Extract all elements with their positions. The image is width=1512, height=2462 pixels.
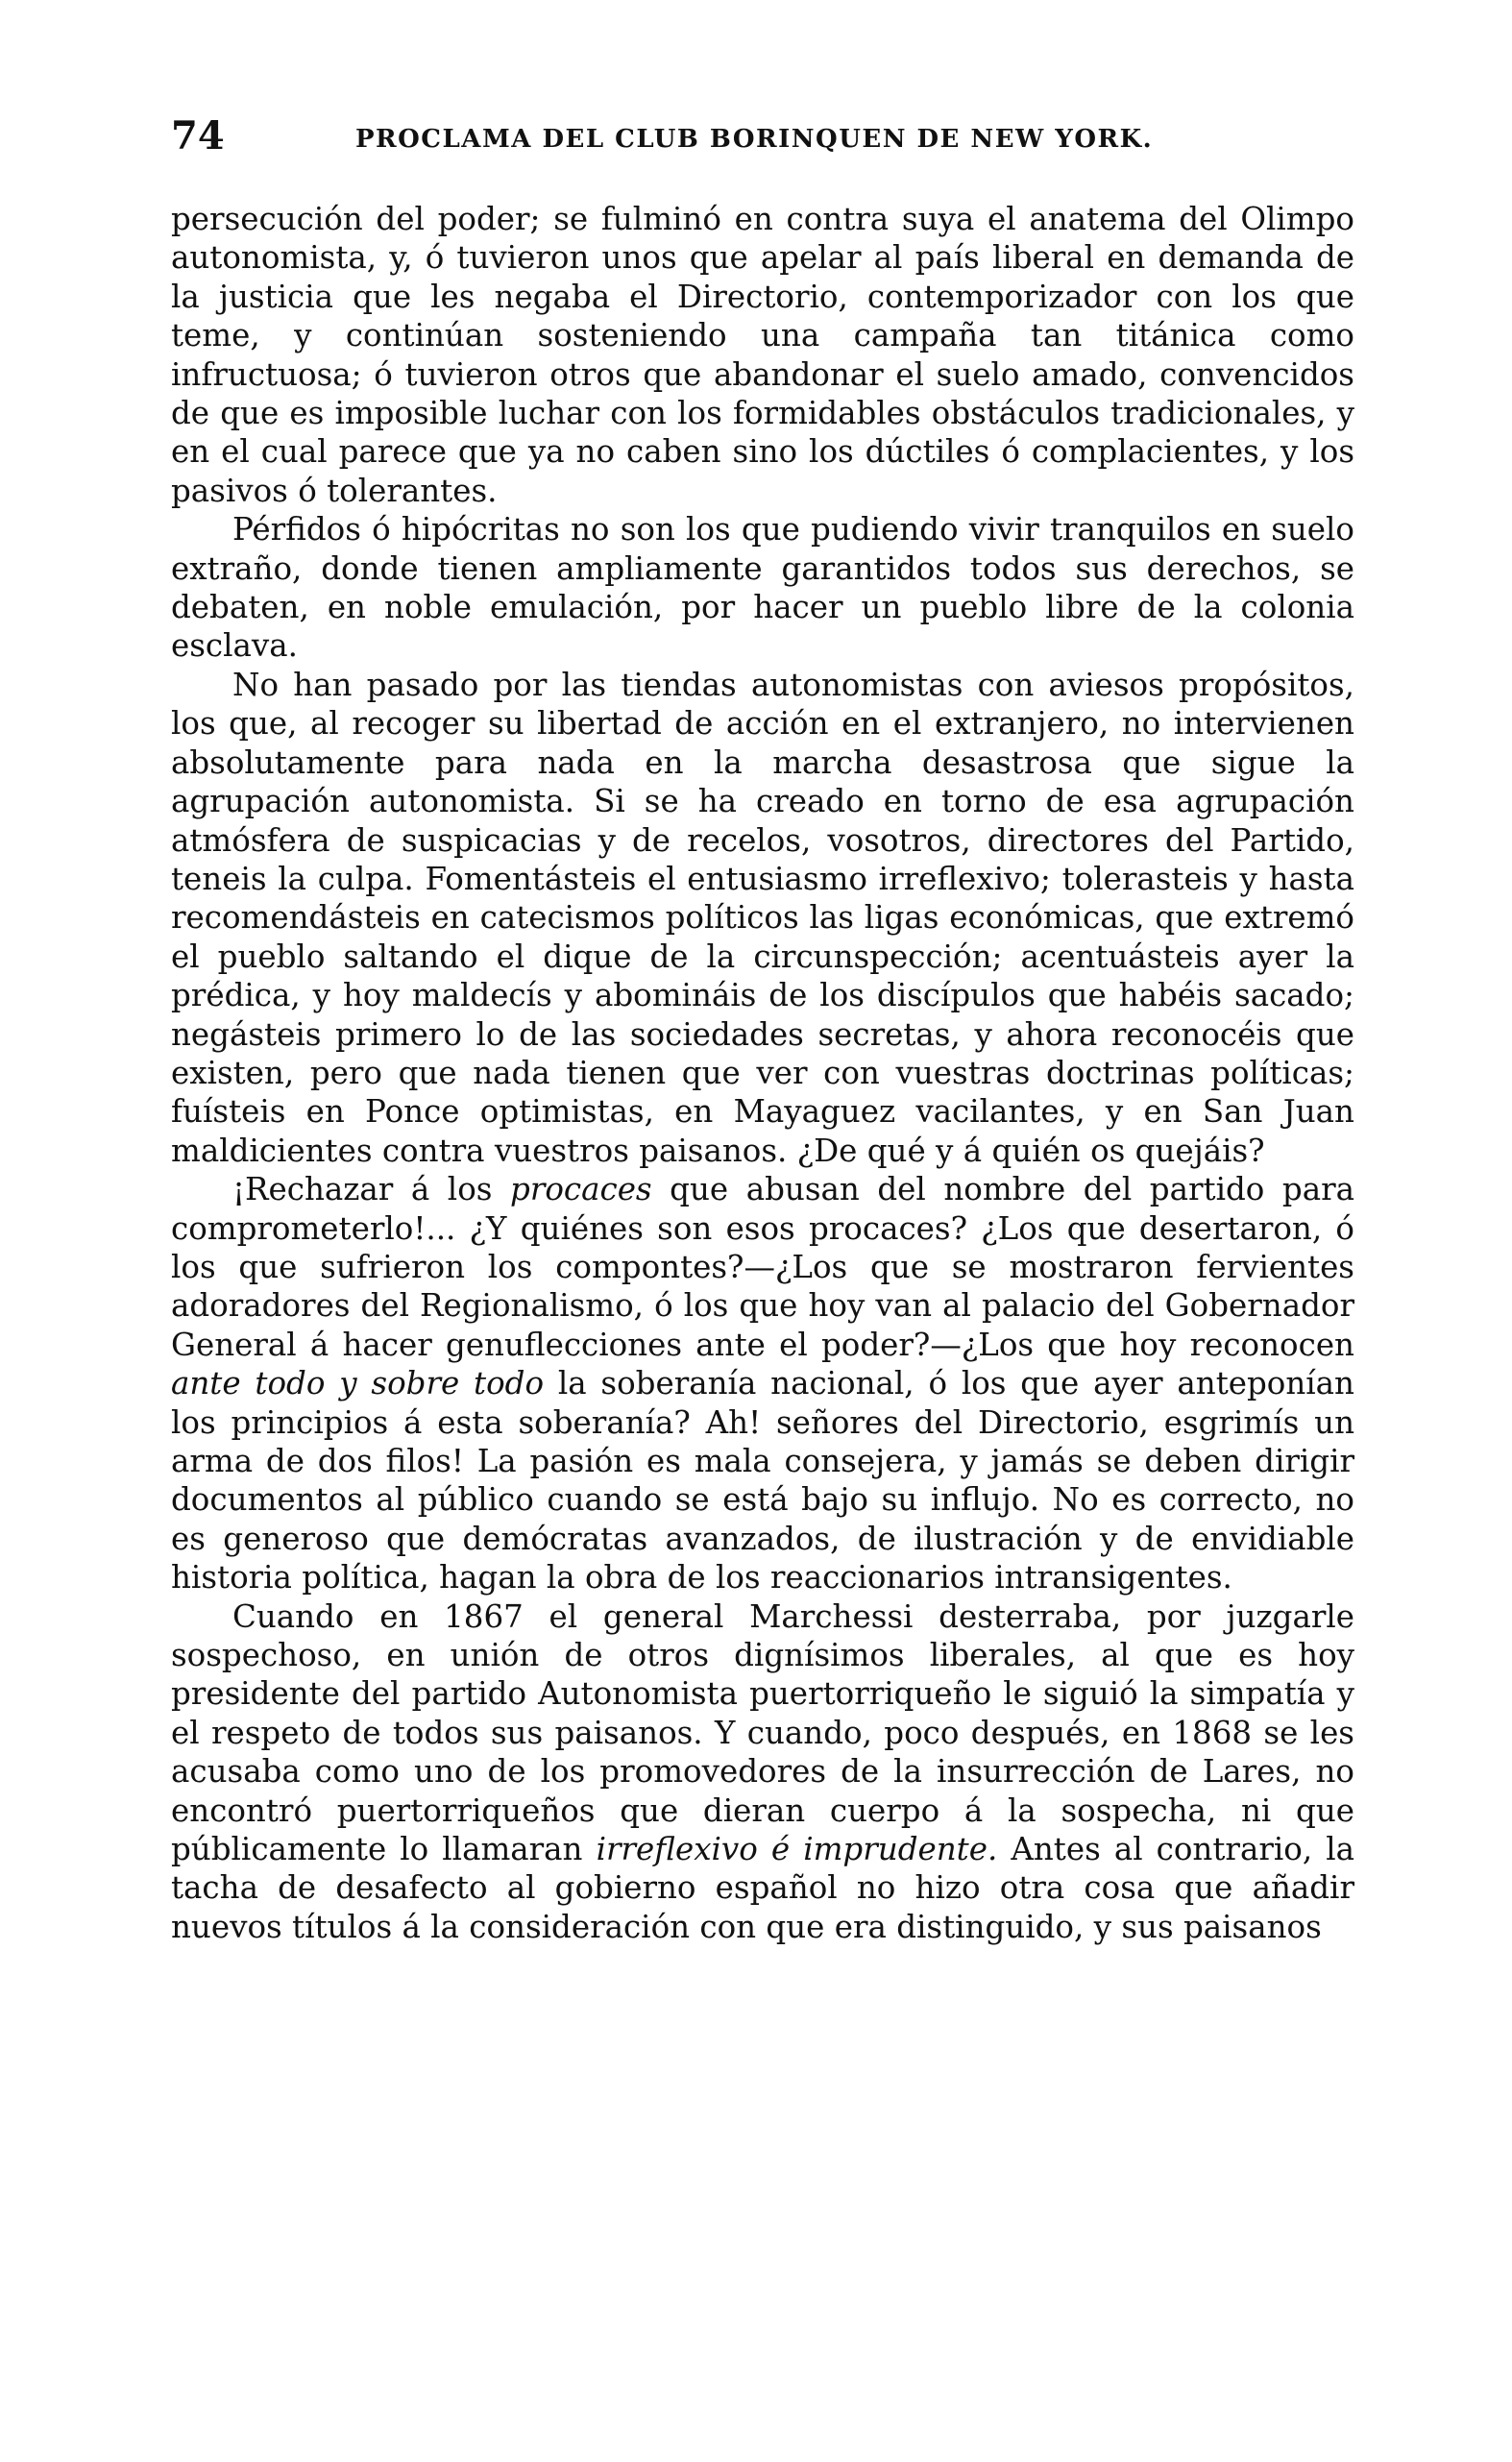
paragraph-5-part-2: Antes al contrario, la tacha de desafecto al gobierno español no hizo otra cosa que añadir nuevos títulos á la consideración con que era distinguido, y sus paisanos (171, 1831, 1355, 1945)
paragraph-4-part-3: la soberanía nacional, ó los que ayer anteponían los principios á esta soberanía? Ah! señores del Directorio, esgrimís un arma de dos filos! La pasión es mala consejera, y jamás se deben dirigir documentos al público cuando se está bajo su influjo. No es correcto, no es generoso que demócratas avanzados, de ilustración y de envidiable historia política, hagan la obra de los reaccionarios intransigentes. (171, 1365, 1354, 1597)
paragraph-1: persecución del poder; se fulminó en contra suya el anatema del Olimpo autonomista, y, ó tuvieron unos que apelar al país liberal en demanda de la justicia que les negaba el Directorio, contemporizador con los que teme, y continúan sosteniendo una campaña tan titánica como infructuosa; ó tuvieron otros que abandonar el suelo amado, convencidos de que es imposible luchar con los formidables obstáculos tradicionales, y en el cual parece que ya no caben sino los dúctiles ó complacientes, y los pasivos ó tolerantes. (171, 201, 1354, 509)
page-header (171, 113, 1354, 161)
body-text (171, 200, 1354, 1946)
page-number: 74 (171, 113, 225, 158)
paragraph-4-italic-2: ante todo y sobre todo (171, 1365, 545, 1402)
paragraph-5-italic-1: irreflexivo é imprudente. (596, 1831, 998, 1868)
paragraph-4-part-1: ¡Rechazar á los (232, 1171, 511, 1208)
paragraph-4 (171, 1170, 1354, 1597)
paragraph-4-part-2: que abusan del nombre del partido para comprometerlo!... ¿Y quiénes son esos procaces? ¿Los que desertaron, ó los que sufrieron los compontes?—¿Los que se mostraron fervientes adoradores del Regionalismo, ó los que hoy van al palacio del Gobernador General á hacer genuflecciones ante el poder?—¿Los que hoy reconocen (171, 1171, 1354, 1363)
paragraph-3: No han pasado por las tiendas autonomistas con aviesos propósitos, los que, al recoger su libertad de acción en el extranjero, no intervienen absolutamente para nada en la marcha desastrosa que sigue la agrupación autonomista. Si se ha creado en torno de esa agrupación atmósfera de suspicacias y de recelos, vosotros, directores del Partido, teneis la culpa. Fomentásteis el entusiasmo irreflexivo; tolerasteis y hasta recomendásteis en catecismos políticos las ligas económicas, que extremó el pueblo saltando el dique de la circunspección; acentuásteis ayer la prédica, y hoy maldecís y abomináis de los discípulos que habéis sacado; negásteis primero lo de las sociedades secretas, y ahora reconocéis que existen, pero que nada tienen que ver con vuestras doctrinas políticas; fuísteis en Ponce optimistas, en Mayaguez vacilantes, y en San Juan maldicientes contra vuestros paisanos. ¿De qué y á quién os quejáis? (171, 666, 1354, 1169)
running-head: PROCLAMA DEL CLUB BORINQUEN DE NEW YORK. (355, 125, 1154, 154)
paragraph-4-italic-1: procaces (510, 1171, 652, 1208)
paragraph-5-part-1: Cuando en 1867 el general Marchessi desterraba, por juzgarle sospechoso, en unión de otros dignísimos liberales, al que es hoy presidente del partido Autonomista puertorriqueño le siguió la simpatía y el respeto de todos sus paisanos. Y cuando, poco después, en 1868 se les acusaba como uno de los promovedores de la insurrección de Lares, no encontró puertorriqueños que dieran cuerpo á la sospecha, ni que públicamente lo llamaran (171, 1597, 1354, 1868)
paragraph-2: Pérfidos ó hipócritas no son los que pudiendo vivir tranquilos en suelo extraño, donde tienen ampliamente garantidos todos sus derechos, se debaten, en noble emulación, por hacer un pueblo libre de la colonia esclava. (171, 511, 1354, 665)
paragraph-5 (171, 1597, 1354, 1947)
